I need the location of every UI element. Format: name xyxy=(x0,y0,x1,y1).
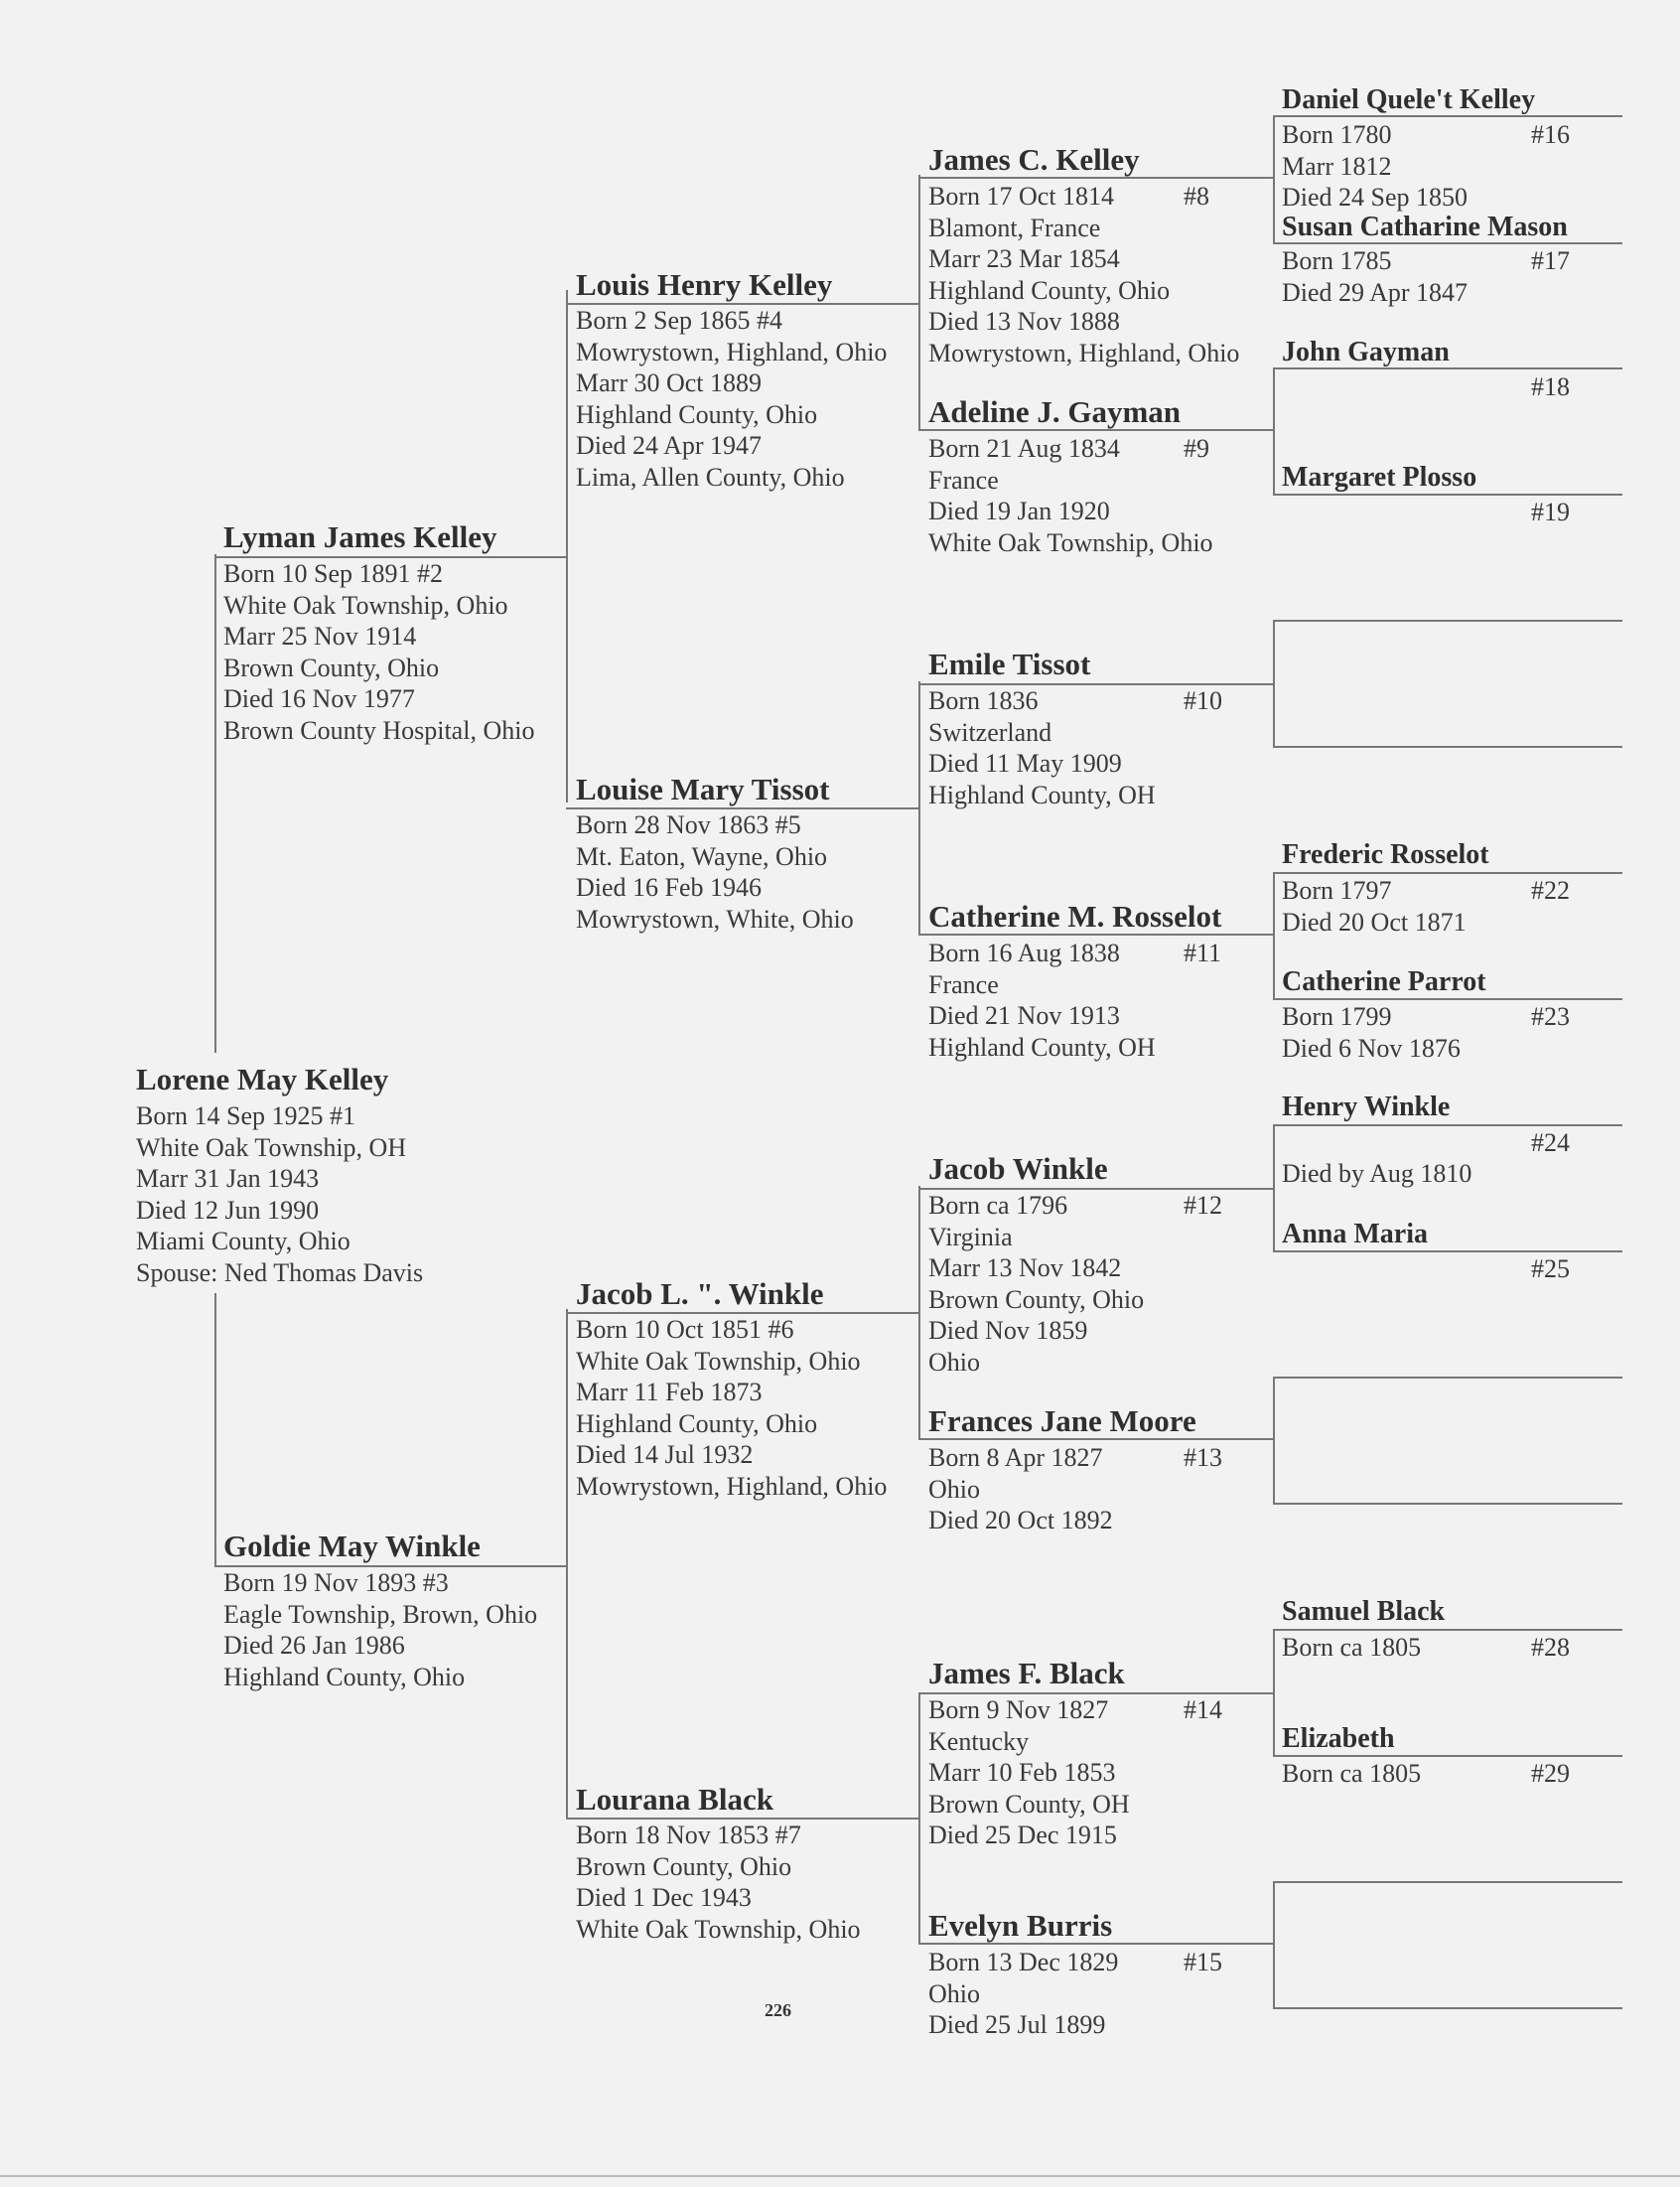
person-11-name: Catherine M. Rosselot xyxy=(928,899,1222,934)
person-12-details xyxy=(928,1190,1144,1379)
person-22-line: Died 20 Oct 1871 xyxy=(1282,907,1467,937)
person-12-line: Virginia xyxy=(928,1222,1013,1251)
person-22-details xyxy=(1282,875,1467,938)
person-12-number: #12 xyxy=(1184,1191,1222,1220)
person-5-line: Mt. Eaton, Wayne, Ohio xyxy=(576,841,828,871)
connector-line xyxy=(214,554,216,1053)
person-9-number: #9 xyxy=(1184,434,1209,463)
person-11-line: Died 21 Nov 1913 xyxy=(928,1001,1120,1031)
person-13-name: Frances Jane Moore xyxy=(928,1403,1196,1438)
person-9-line: Born 21 Aug 1834 xyxy=(928,434,1120,463)
person-1-line: Died 12 Jun 1990 xyxy=(136,1195,320,1225)
person-1-details xyxy=(136,1100,423,1289)
connector-line xyxy=(1273,872,1275,999)
person-16-number: #16 xyxy=(1531,120,1570,149)
person-16-line: Died 24 Sep 1850 xyxy=(1282,183,1469,213)
person-14-details xyxy=(928,1694,1130,1851)
person-14-line: Marr 10 Feb 1853 xyxy=(928,1758,1116,1788)
person-3-line: Eagle Township, Brown, Ohio xyxy=(223,1599,538,1629)
person-28-details xyxy=(1282,1632,1421,1664)
person-23-line: Born 1799 xyxy=(1282,1002,1392,1031)
page-number: 226 xyxy=(765,2000,791,2020)
person-13-line: Born 8 Apr 1827 xyxy=(928,1443,1103,1472)
connector-line xyxy=(1273,998,1622,1000)
person-16-line: Born 1780 xyxy=(1282,120,1392,149)
connector-line xyxy=(1273,1124,1622,1126)
person-13-details xyxy=(928,1442,1113,1536)
person-23-line: Died 6 Nov 1876 xyxy=(1282,1033,1461,1063)
person-8-line: Highland County, Ohio xyxy=(928,275,1171,305)
person-12-line: Died Nov 1859 xyxy=(928,1316,1088,1346)
person-10-name: Emile Tissot xyxy=(928,647,1091,681)
person-23-details xyxy=(1282,1001,1461,1064)
person-17-name: Susan Catharine Mason xyxy=(1282,212,1568,242)
person-8-line: Blamont, France xyxy=(928,213,1101,242)
person-16-line: Marr 1812 xyxy=(1282,151,1392,181)
person-9-line: Died 19 Jan 1920 xyxy=(928,497,1110,526)
empty-ancestor-slot xyxy=(1273,746,1622,748)
person-12-line: Born ca 1796 xyxy=(928,1191,1068,1220)
person-17-line: Born 1785 xyxy=(1282,246,1392,275)
page-edge xyxy=(0,2175,1680,2177)
person-18-number: #18 xyxy=(1531,372,1570,401)
connector-line xyxy=(1273,1124,1275,1251)
person-15-line: Died 25 Jul 1899 xyxy=(928,2010,1106,2040)
person-11-line: France xyxy=(928,969,999,999)
person-14-name: James F. Black xyxy=(928,1656,1125,1690)
person-16-name: Daniel Quele't Kelley xyxy=(1282,84,1536,115)
person-14-line: Kentucky xyxy=(928,1726,1030,1756)
person-10-details xyxy=(928,685,1156,810)
person-7-line: Died 1 Dec 1943 xyxy=(576,1883,752,1913)
person-6-line: White Oak Township, Ohio xyxy=(576,1346,861,1376)
person-7-details xyxy=(576,1820,861,1945)
person-19-number: #19 xyxy=(1531,498,1570,526)
connector-line xyxy=(918,1186,920,1438)
person-6-line: Died 14 Jul 1932 xyxy=(576,1440,754,1470)
person-9-name: Adeline J. Gayman xyxy=(928,394,1182,429)
connector-line xyxy=(1273,1629,1622,1631)
person-5-name: Louise Mary Tissot xyxy=(576,772,830,806)
connector-line xyxy=(918,934,1273,936)
person-3-name: Goldie May Winkle xyxy=(223,1529,481,1563)
person-15-line: Born 13 Dec 1829 xyxy=(928,1948,1119,1976)
person-11-line: Born 16 Aug 1838 xyxy=(928,939,1120,967)
person-12-line: Brown County, Ohio xyxy=(928,1284,1145,1314)
person-11-line: Highland County, OH xyxy=(928,1032,1156,1062)
connector-line xyxy=(1273,115,1275,242)
person-11-details xyxy=(928,938,1156,1063)
connector-line xyxy=(1273,367,1622,369)
person-23-name: Catherine Parrot xyxy=(1282,966,1486,997)
person-28-name: Samuel Black xyxy=(1282,1596,1446,1627)
person-10-line: Died 11 May 1909 xyxy=(928,749,1122,779)
person-2-line: Died 16 Nov 1977 xyxy=(223,684,415,714)
connector-line xyxy=(1273,1881,1275,2008)
person-8-line: Marr 23 Mar 1854 xyxy=(928,244,1120,274)
person-8-line: Died 13 Nov 1888 xyxy=(928,307,1120,337)
person-14-line: Died 25 Dec 1915 xyxy=(928,1821,1117,1850)
person-28-line: Born ca 1805 xyxy=(1282,1633,1422,1662)
person-2-line: Brown County, Ohio xyxy=(223,653,440,682)
person-15-number: #15 xyxy=(1184,1948,1222,1976)
empty-ancestor-slot xyxy=(1273,1503,1622,1505)
person-8-line: Born 17 Oct 1814 xyxy=(928,182,1115,211)
person-13-number: #13 xyxy=(1184,1443,1222,1472)
person-17-line: Died 29 Apr 1847 xyxy=(1282,277,1469,307)
connector-line xyxy=(918,429,1273,431)
person-22-name: Frederic Rosselot xyxy=(1282,839,1489,870)
empty-ancestor-slot xyxy=(1273,2007,1622,2009)
person-1-name: Lorene May Kelley xyxy=(136,1062,389,1096)
person-12-line: Ohio xyxy=(928,1347,980,1377)
person-4-line: Died 24 Apr 1947 xyxy=(576,431,763,461)
person-7-name: Lourana Black xyxy=(576,1782,773,1817)
person-9-details xyxy=(928,433,1213,558)
person-29-line: Born ca 1805 xyxy=(1282,1759,1422,1788)
person-6-name: Jacob L. ". Winkle xyxy=(576,1276,824,1311)
connector-line xyxy=(1273,1377,1275,1504)
person-12-line: Marr 13 Nov 1842 xyxy=(928,1253,1122,1283)
person-10-number: #10 xyxy=(1184,686,1222,715)
connector-line xyxy=(918,1692,920,1945)
person-18-name: John Gayman xyxy=(1282,337,1450,367)
person-4-line: Born 2 Sep 1865 #4 xyxy=(576,306,782,335)
person-23-number: #23 xyxy=(1531,1002,1570,1031)
person-5-line: Mowrystown, White, Ohio xyxy=(576,904,854,934)
person-3-line: Highland County, Ohio xyxy=(223,1662,466,1691)
person-7-line: Born 18 Nov 1853 #7 xyxy=(576,1821,801,1849)
person-13-line: Died 20 Oct 1892 xyxy=(928,1506,1113,1535)
connector-line xyxy=(566,1309,568,1818)
person-29-details xyxy=(1282,1758,1421,1790)
person-28-number: #28 xyxy=(1531,1633,1570,1662)
person-16-details xyxy=(1282,119,1468,214)
person-7-line: Brown County, Ohio xyxy=(576,1851,792,1881)
connector-line xyxy=(918,1943,1273,1945)
person-14-line: Brown County, OH xyxy=(928,1789,1130,1819)
person-12-name: Jacob Winkle xyxy=(928,1151,1108,1186)
person-7-line: White Oak Township, Ohio xyxy=(576,1914,861,1944)
connector-line xyxy=(1273,494,1622,496)
person-5-line: Born 28 Nov 1863 #5 xyxy=(576,810,801,839)
person-4-line: Highland County, Ohio xyxy=(576,399,818,429)
person-25-number: #25 xyxy=(1531,1254,1570,1283)
person-29-name: Elizabeth xyxy=(1282,1723,1395,1754)
person-19-name: Margaret Plosso xyxy=(1282,462,1477,493)
person-6-details xyxy=(576,1314,887,1503)
person-29-number: #29 xyxy=(1531,1759,1570,1788)
person-4-line: Mowrystown, Highland, Ohio xyxy=(576,337,888,366)
person-2-details xyxy=(223,558,534,747)
connector-line xyxy=(918,1438,1273,1440)
empty-ancestor-slot xyxy=(1273,1377,1622,1379)
person-14-number: #14 xyxy=(1184,1695,1222,1724)
person-6-line: Mowrystown, Highland, Ohio xyxy=(576,1471,888,1501)
connector-line xyxy=(1273,620,1275,747)
person-1-line: Born 14 Sep 1925 #1 xyxy=(136,1101,355,1130)
connector-line xyxy=(214,1293,216,1567)
person-8-line: Mowrystown, Highland, Ohio xyxy=(928,338,1240,367)
person-2-line: White Oak Township, Ohio xyxy=(223,590,508,620)
connector-line xyxy=(1273,242,1622,244)
person-2-line: Marr 25 Nov 1914 xyxy=(223,622,417,652)
person-1-line: White Oak Township, OH xyxy=(136,1132,407,1162)
empty-ancestor-slot xyxy=(1273,1881,1622,1883)
person-24-line: Died by Aug 1810 xyxy=(1282,1159,1472,1188)
connector-line xyxy=(918,175,920,429)
connector-line xyxy=(1273,1250,1622,1252)
person-22-number: #22 xyxy=(1531,876,1570,905)
person-8-number: #8 xyxy=(1184,182,1209,211)
person-24-name: Henry Winkle xyxy=(1282,1092,1451,1122)
person-8-name: James C. Kelley xyxy=(928,142,1140,177)
person-15-details xyxy=(928,1947,1118,2041)
person-8-details xyxy=(928,181,1239,369)
person-24-details xyxy=(1282,1158,1471,1190)
person-3-line: Died 26 Jan 1986 xyxy=(223,1631,405,1661)
connector-line xyxy=(1273,872,1622,874)
person-4-details xyxy=(576,305,887,494)
person-9-line: White Oak Township, Ohio xyxy=(928,527,1213,557)
person-3-line: Born 19 Nov 1893 #3 xyxy=(223,1568,449,1597)
person-9-line: France xyxy=(928,465,999,495)
person-2-line: Brown County Hospital, Ohio xyxy=(223,715,535,745)
person-5-details xyxy=(576,809,854,935)
connector-line xyxy=(1273,115,1622,117)
person-10-line: Born 1836 xyxy=(928,686,1039,715)
person-11-number: #11 xyxy=(1184,939,1222,967)
person-4-line: Marr 30 Oct 1889 xyxy=(576,368,763,398)
person-5-line: Died 16 Feb 1946 xyxy=(576,873,763,903)
empty-ancestor-slot xyxy=(1273,620,1622,622)
person-10-line: Switzerland xyxy=(928,717,1052,747)
person-4-name: Louis Henry Kelley xyxy=(576,267,833,302)
person-10-line: Highland County, OH xyxy=(928,780,1156,809)
person-1-line: Spouse: Ned Thomas Davis xyxy=(136,1257,424,1287)
person-13-line: Ohio xyxy=(928,1474,980,1504)
person-2-line: Born 10 Sep 1891 #2 xyxy=(223,559,443,588)
person-6-line: Marr 11 Feb 1873 xyxy=(576,1378,763,1407)
person-15-name: Evelyn Burris xyxy=(928,1908,1113,1943)
person-1-line: Miami County, Ohio xyxy=(136,1227,350,1256)
person-2-name: Lyman James Kelley xyxy=(223,519,497,554)
person-25-name: Anna Maria xyxy=(1282,1219,1428,1249)
person-15-line: Ohio xyxy=(928,1978,980,2008)
person-6-line: Highland County, Ohio xyxy=(576,1408,818,1438)
person-17-details xyxy=(1282,245,1468,308)
person-4-line: Lima, Allen County, Ohio xyxy=(576,462,845,492)
connector-line xyxy=(566,290,568,802)
connector-line xyxy=(1273,367,1275,495)
person-3-details xyxy=(223,1567,537,1692)
person-22-line: Born 1797 xyxy=(1282,876,1392,905)
connector-line xyxy=(918,177,1273,179)
person-1-line: Marr 31 Jan 1943 xyxy=(136,1164,320,1194)
person-6-line: Born 10 Oct 1851 #6 xyxy=(576,1315,794,1344)
connector-line xyxy=(918,681,920,934)
person-17-number: #17 xyxy=(1531,246,1570,275)
connector-line xyxy=(1273,1629,1275,1756)
connector-line xyxy=(1273,1755,1622,1757)
person-24-number: #24 xyxy=(1531,1128,1570,1157)
person-14-line: Born 9 Nov 1827 xyxy=(928,1695,1109,1724)
